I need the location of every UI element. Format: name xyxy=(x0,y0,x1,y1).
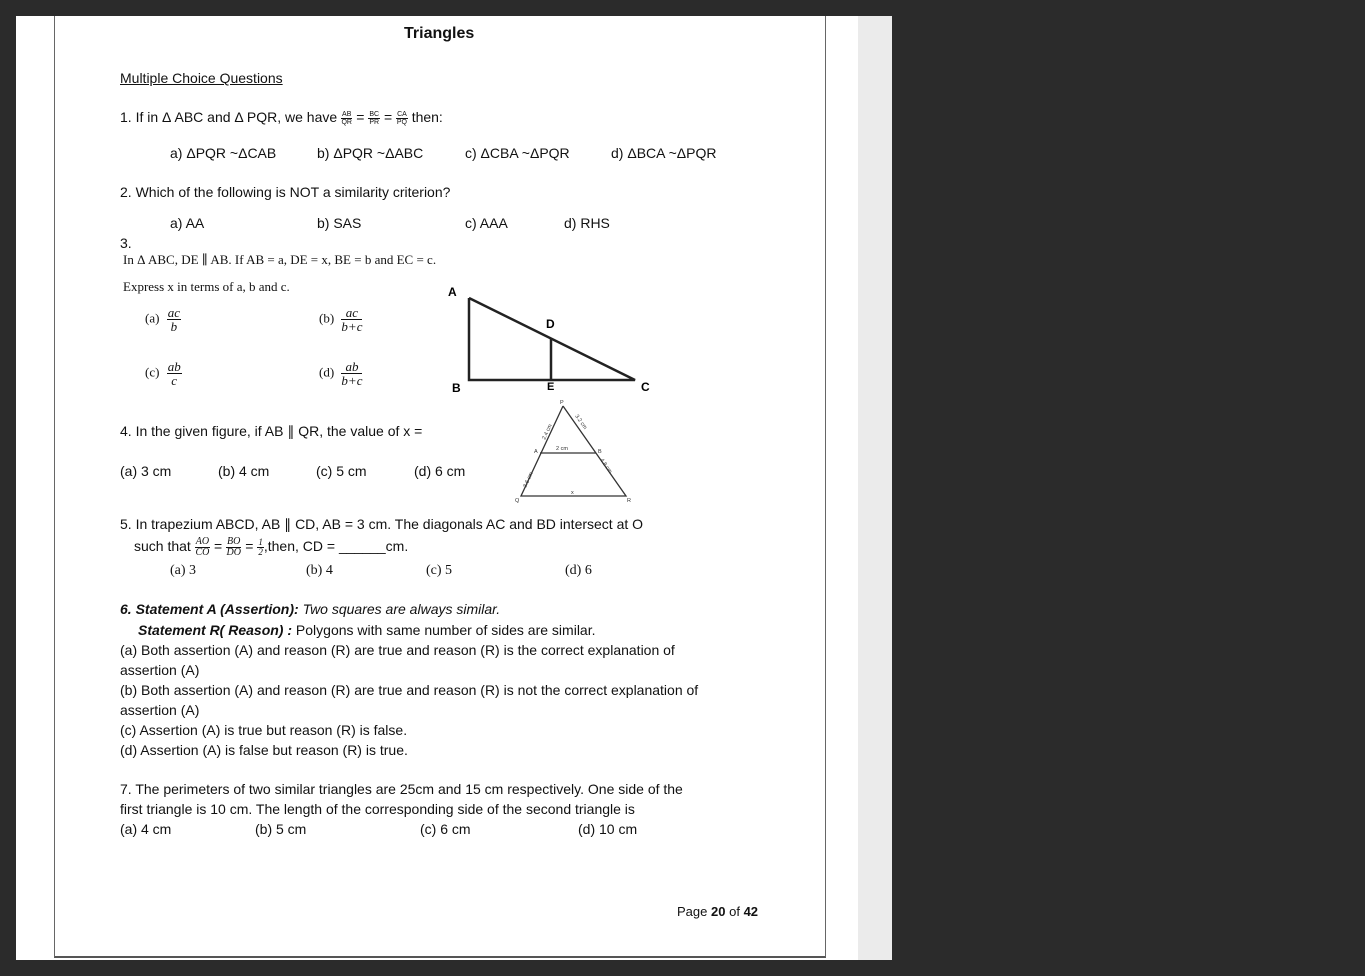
q7-option-b: (b) 5 cm xyxy=(255,821,307,837)
q3-option-c: (c) $\frac{ab}{c}$ xyxy=(145,359,181,388)
q6-statement-r: Statement R( Reason) : Polygons with same number of sides are similar. xyxy=(138,622,596,638)
page-title: Triangles xyxy=(404,25,475,42)
q3-option-d: (d) $\frac{ab}{b+c}$ xyxy=(319,359,363,388)
q5-option-c: (c) 5 xyxy=(426,563,453,578)
q3-option-a: (a) $\frac{ac}{b}$ xyxy=(145,305,180,334)
q6-option-a-line1: (a) Both assertion (A) and reason (R) are true and reason (R) is the correct explanation of xyxy=(120,642,675,658)
q6-option-b-line2: assertion (A) xyxy=(120,702,200,718)
q3-label-d: D xyxy=(546,317,555,331)
q4-label-r: R xyxy=(627,498,631,504)
q1-suffix: then: xyxy=(411,109,443,125)
q2-option-d: d) RHS xyxy=(564,215,610,231)
q5-answer-blank: ______ xyxy=(338,538,386,555)
q1-frac-ab-qr: $\frac{AB}{QR}$ xyxy=(341,110,352,126)
question-4: 4. In the given figure, if AB ∥ QR, the value of x = xyxy=(120,423,423,439)
q4-label-pb: 3.2 cm xyxy=(573,413,588,431)
q3-label-b: B xyxy=(452,381,461,395)
q1-frac-bc-pr: $\frac{BC}{PR}$ xyxy=(369,110,380,126)
q4-option-d: (d) 6 cm xyxy=(414,463,466,479)
q5-line2: such that $\frac{AO}{CO}$ = $\frac{BO}{DO}$ = $\frac{1}{2}$ ,then, CD = ______cm. xyxy=(134,536,409,558)
q3-label-c: C xyxy=(641,380,650,394)
q4-label-p: P xyxy=(560,400,564,406)
q7-option-d: (d) 10 cm xyxy=(578,821,638,837)
q3-option-b: (b) $\frac{ac}{b+c}$ xyxy=(319,305,363,334)
q3-triangle-figure xyxy=(440,280,660,398)
section-heading: Multiple Choice Questions xyxy=(120,70,283,86)
q5-option-d: (d) 6 xyxy=(565,563,592,578)
q6-statement-a: 6. Statement A (Assertion): Two squares are always similar. xyxy=(120,601,501,617)
q4-label-br: 4.8 cm xyxy=(598,457,613,475)
q4-triangle-figure xyxy=(510,398,650,506)
q1-option-c: c) ΔCBA ~ΔPQR xyxy=(465,145,570,161)
q4-label-pa: 2.4 cm xyxy=(541,423,554,441)
q4-label-q: Q xyxy=(515,498,520,504)
q7-option-a: (a) 4 cm xyxy=(120,821,172,837)
q6-option-a-line2: assertion (A) xyxy=(120,662,200,678)
q4-label-a: A xyxy=(534,449,538,455)
q1-text: 1. If in Δ ABC and Δ PQR, we have xyxy=(120,109,338,125)
q2-option-b: b) SAS xyxy=(317,215,362,231)
q7-line1: 7. The perimeters of two similar triangles are 25cm and 15 cm respectively. One side of the xyxy=(120,781,683,797)
q5-option-a: (a) 3 xyxy=(170,563,197,578)
q3-line1: In Δ ABC, DE ∥ AB. If AB = a, DE = x, BE = b and EC = c. xyxy=(123,252,437,267)
q6-option-d: (d) Assertion (A) is false but reason (R) is true. xyxy=(120,742,408,758)
q3-label-a: A xyxy=(448,285,457,299)
q4-label-x: x xyxy=(571,490,574,496)
q1-option-b: b) ΔPQR ~ΔABC xyxy=(317,145,424,161)
q1-option-a: a) ΔPQR ~ΔCAB xyxy=(170,145,277,161)
q7-line2: first triangle is 10 cm. The length of the corresponding side of the second triangle is xyxy=(120,801,635,817)
viewer-scroll-strip[interactable] xyxy=(858,16,892,960)
q1-frac-ca-pq: $\frac{CA}{PQ}$ xyxy=(396,110,407,126)
q3-number: 3. xyxy=(120,235,132,251)
q6-option-c: (c) Assertion (A) is true but reason (R) is false. xyxy=(120,722,408,738)
q3-line2: Express x in terms of a, b and c. xyxy=(123,279,290,294)
q4-label-b: B xyxy=(598,449,602,455)
q1-option-d: d) ΔBCA ~ΔPQR xyxy=(611,145,717,161)
q3-label-e: E xyxy=(547,381,555,393)
q4-label-ab: 2 cm xyxy=(556,446,568,452)
question-2: 2. Which of the following is NOT a similarity criterion? xyxy=(120,184,451,200)
q5-line1: 5. In trapezium ABCD, AB ∥ CD, AB = 3 cm. The diagonals AC and BD intersect at O xyxy=(120,516,644,532)
q4-label-aq: 3.6 cm xyxy=(522,471,535,489)
q6-option-b-line1: (b) Both assertion (A) and reason (R) are true and reason (R) is not the correct explanation of xyxy=(120,682,699,698)
q4-option-c: (c) 5 cm xyxy=(316,463,367,479)
document-page xyxy=(54,16,826,958)
q2-option-a: a) AA xyxy=(170,215,205,231)
q4-option-a: (a) 3 cm xyxy=(120,463,172,479)
q5-option-b: (b) 4 xyxy=(306,563,333,578)
page-number: Page 20 of 42 xyxy=(677,904,759,919)
q7-option-c: (c) 6 cm xyxy=(420,821,471,837)
question-1: 1. If in Δ ABC and Δ PQR, we have $\frac{AB}{QR}$ = $\frac{BC}{PR}$ = $\frac{CA}{PQ}$ then: xyxy=(120,109,443,126)
q4-option-b: (b) 4 cm xyxy=(218,463,270,479)
q2-option-c: c) AAA xyxy=(465,215,508,231)
